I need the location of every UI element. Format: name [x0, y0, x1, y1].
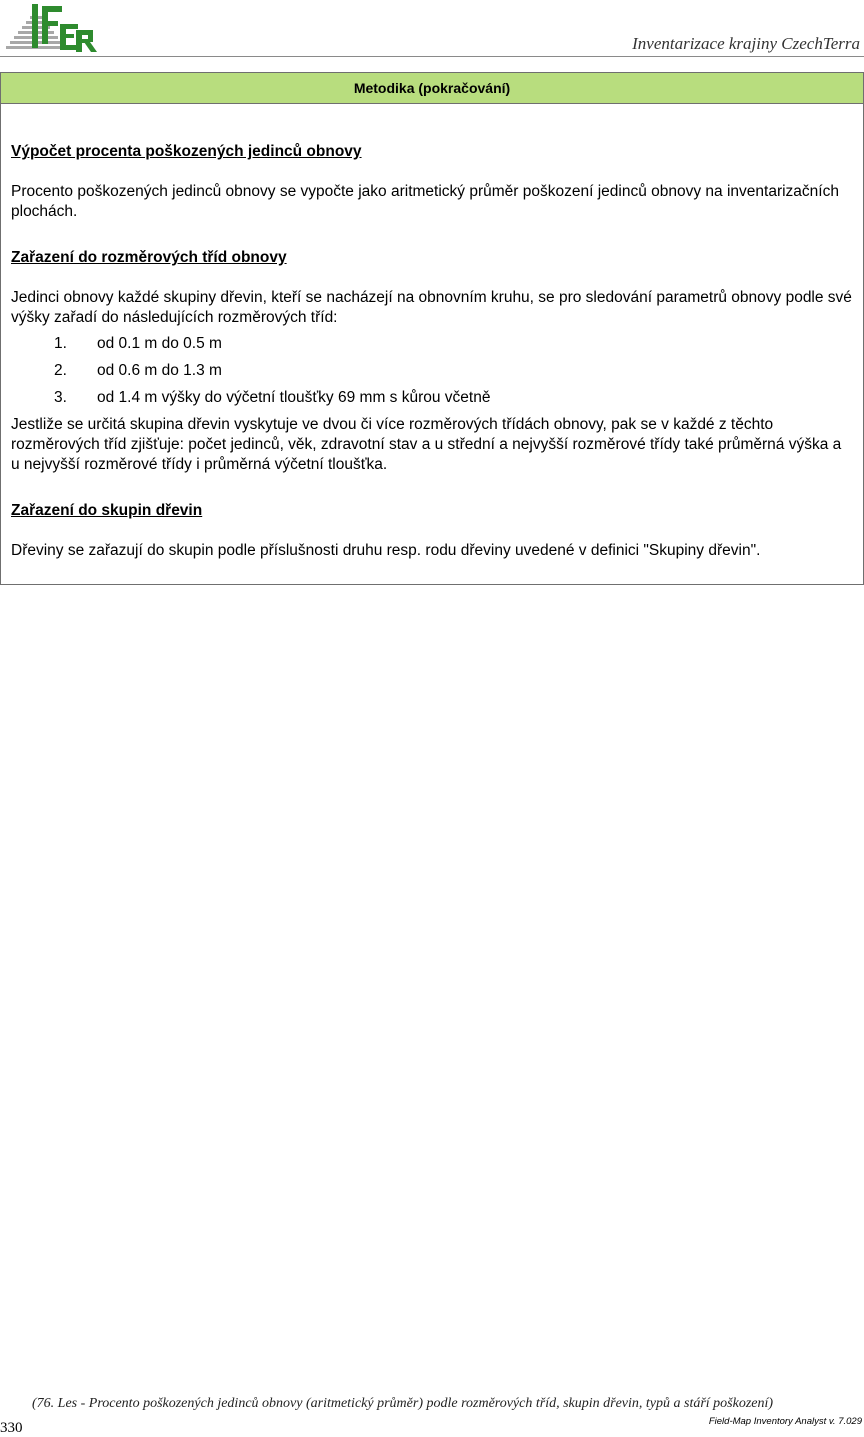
list-item	[11, 360, 853, 387]
list-item	[11, 333, 853, 360]
section-text-tree-groups: Dřeviny se zařazují do skupin podle příslušnosti druhu resp. rodu dřeviny uvedené v definici "Skupiny dřevin".	[11, 542, 761, 559]
list-item	[11, 387, 853, 414]
list-item-number: 3.	[54, 389, 67, 406]
table-caption: (76. Les - Procento poškozených jedinců obnovy (aritmetický průměr) podle rozměrových tříd, skupin dřevin, typů a stáří poškození)	[32, 1396, 774, 1411]
section-heading-size-classes: Zařazení do rozměrových tříd obnovy	[11, 249, 287, 266]
size-class-list	[11, 333, 853, 414]
software-version: Field-Map Inventory Analyst v. 7.029	[708, 1416, 862, 1427]
ifer-logo-graphic	[4, 2, 98, 54]
document-header-title: Inventarizace krajiny CzechTerra	[632, 34, 860, 53]
methodology-box	[0, 72, 864, 585]
section-heading-damage-percentage: Výpočet procenta poškozených jedinců obnovy	[11, 143, 362, 160]
section-text-size-classes-details: Jestliže se určitá skupina dřevin vyskytuje ve dvou či více rozměrových třídách obnovy, pak se v každé z těchto rozměrových tříd zjišťuje: počet jedinců, věk, zdravotní stav a u střední a nejvyšší rozměrové třídy také průměrná výška a u nejvyšší rozměrové třídy i průměrná výčetní tloušťka.	[11, 416, 842, 473]
list-item-number: 2.	[54, 362, 67, 379]
methodology-box-title: Metodika (pokračování)	[1, 73, 863, 104]
section-heading-tree-groups: Zařazení do skupin dřevin	[11, 502, 203, 519]
list-item-text: od 0.6 m do 1.3 m	[97, 362, 222, 379]
list-item-number: 1.	[54, 335, 67, 352]
ifer-logo	[4, 2, 98, 54]
section-text-size-classes: Jedinci obnovy každé skupiny dřevin, kteří se nacházejí na obnovním kruhu, se pro sledování parametrů obnovy podle své výšky zařadí do následujících rozměrových tříd:	[11, 289, 852, 326]
header-divider	[0, 56, 864, 57]
list-item-text: od 1.4 m výšky do výčetní tloušťky 69 mm s kůrou včetně	[97, 389, 491, 406]
methodology-box-body	[1, 142, 863, 561]
page-number: 330	[0, 1420, 23, 1436]
section-text-damage-percentage: Procento poškozených jedinců obnovy se vypočte jako aritmetický průměr poškození jedinců obnovy na inventarizačních plochách.	[11, 183, 839, 220]
list-item-text: od 0.1 m do 0.5 m	[97, 335, 222, 352]
